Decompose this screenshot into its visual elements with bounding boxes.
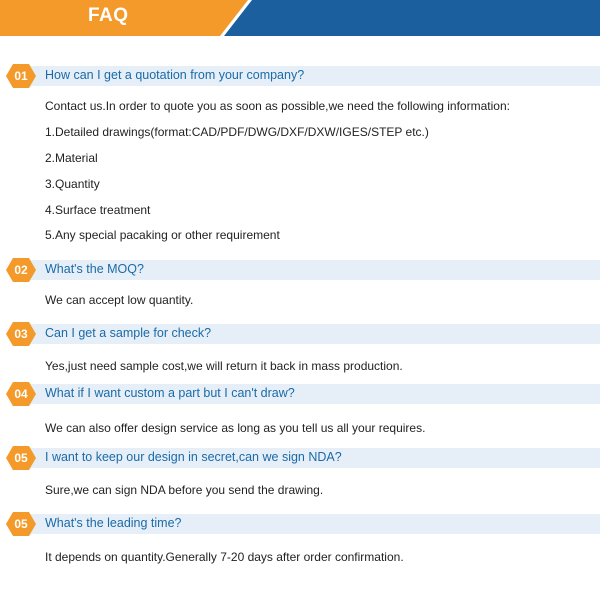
question-bar: [0, 64, 600, 88]
badge-number: 01: [14, 69, 28, 83]
badge-number: 03: [14, 327, 28, 341]
answer-line: 4.Surface treatment: [45, 203, 151, 217]
question-text: Can I get a sample for check?: [45, 326, 212, 340]
badge-number: 05: [14, 451, 28, 465]
question-bar: [0, 382, 600, 406]
number-badge: [6, 512, 36, 536]
badge-number: 05: [14, 517, 28, 531]
question-text: How can I get a quotation from your company?: [45, 68, 305, 82]
question-text: I want to keep our design in secret,can we sign NDA?: [45, 450, 342, 464]
answer-line: Contact us.In order to quote you as soon as possible,we need the following information:: [45, 99, 510, 113]
answer-line: We can also offer design service as long as you tell us all your requires.: [45, 421, 426, 435]
number-badge: [6, 382, 36, 406]
question-bar: [0, 446, 600, 470]
answer-line: 3.Quantity: [45, 177, 100, 191]
number-badge: [6, 322, 36, 346]
question-bar: [0, 512, 600, 536]
number-badge: [6, 258, 36, 282]
badge-number: 02: [14, 263, 28, 277]
answer-line: Sure,we can sign NDA before you send the drawing.: [45, 483, 324, 497]
page-title: FAQ: [88, 5, 129, 26]
answer-line: 5.Any special pacaking or other requirement: [45, 228, 280, 242]
question-text: What if I want custom a part but I can't draw?: [45, 386, 295, 400]
badge-number: 04: [14, 387, 28, 401]
question-bar: [0, 322, 600, 346]
header-blue-band: [224, 0, 600, 36]
answer-line: 2.Material: [45, 151, 98, 165]
answer-line: 1.Detailed drawings(format:CAD/PDF/DWG/DXF/DXW/IGES/STEP etc.): [45, 125, 429, 139]
question-text: What's the MOQ?: [45, 262, 144, 276]
question-bar: [0, 258, 600, 282]
number-badge: [6, 446, 36, 470]
answer-line: It depends on quantity.Generally 7-20 days after order confirmation.: [45, 550, 404, 564]
faq-header: [0, 0, 600, 36]
answer-line: Yes,just need sample cost,we will return it back in mass production.: [45, 359, 403, 373]
number-badge: [6, 64, 36, 88]
question-text: What's the leading time?: [45, 516, 182, 530]
answer-line: We can accept low quantity.: [45, 293, 194, 307]
